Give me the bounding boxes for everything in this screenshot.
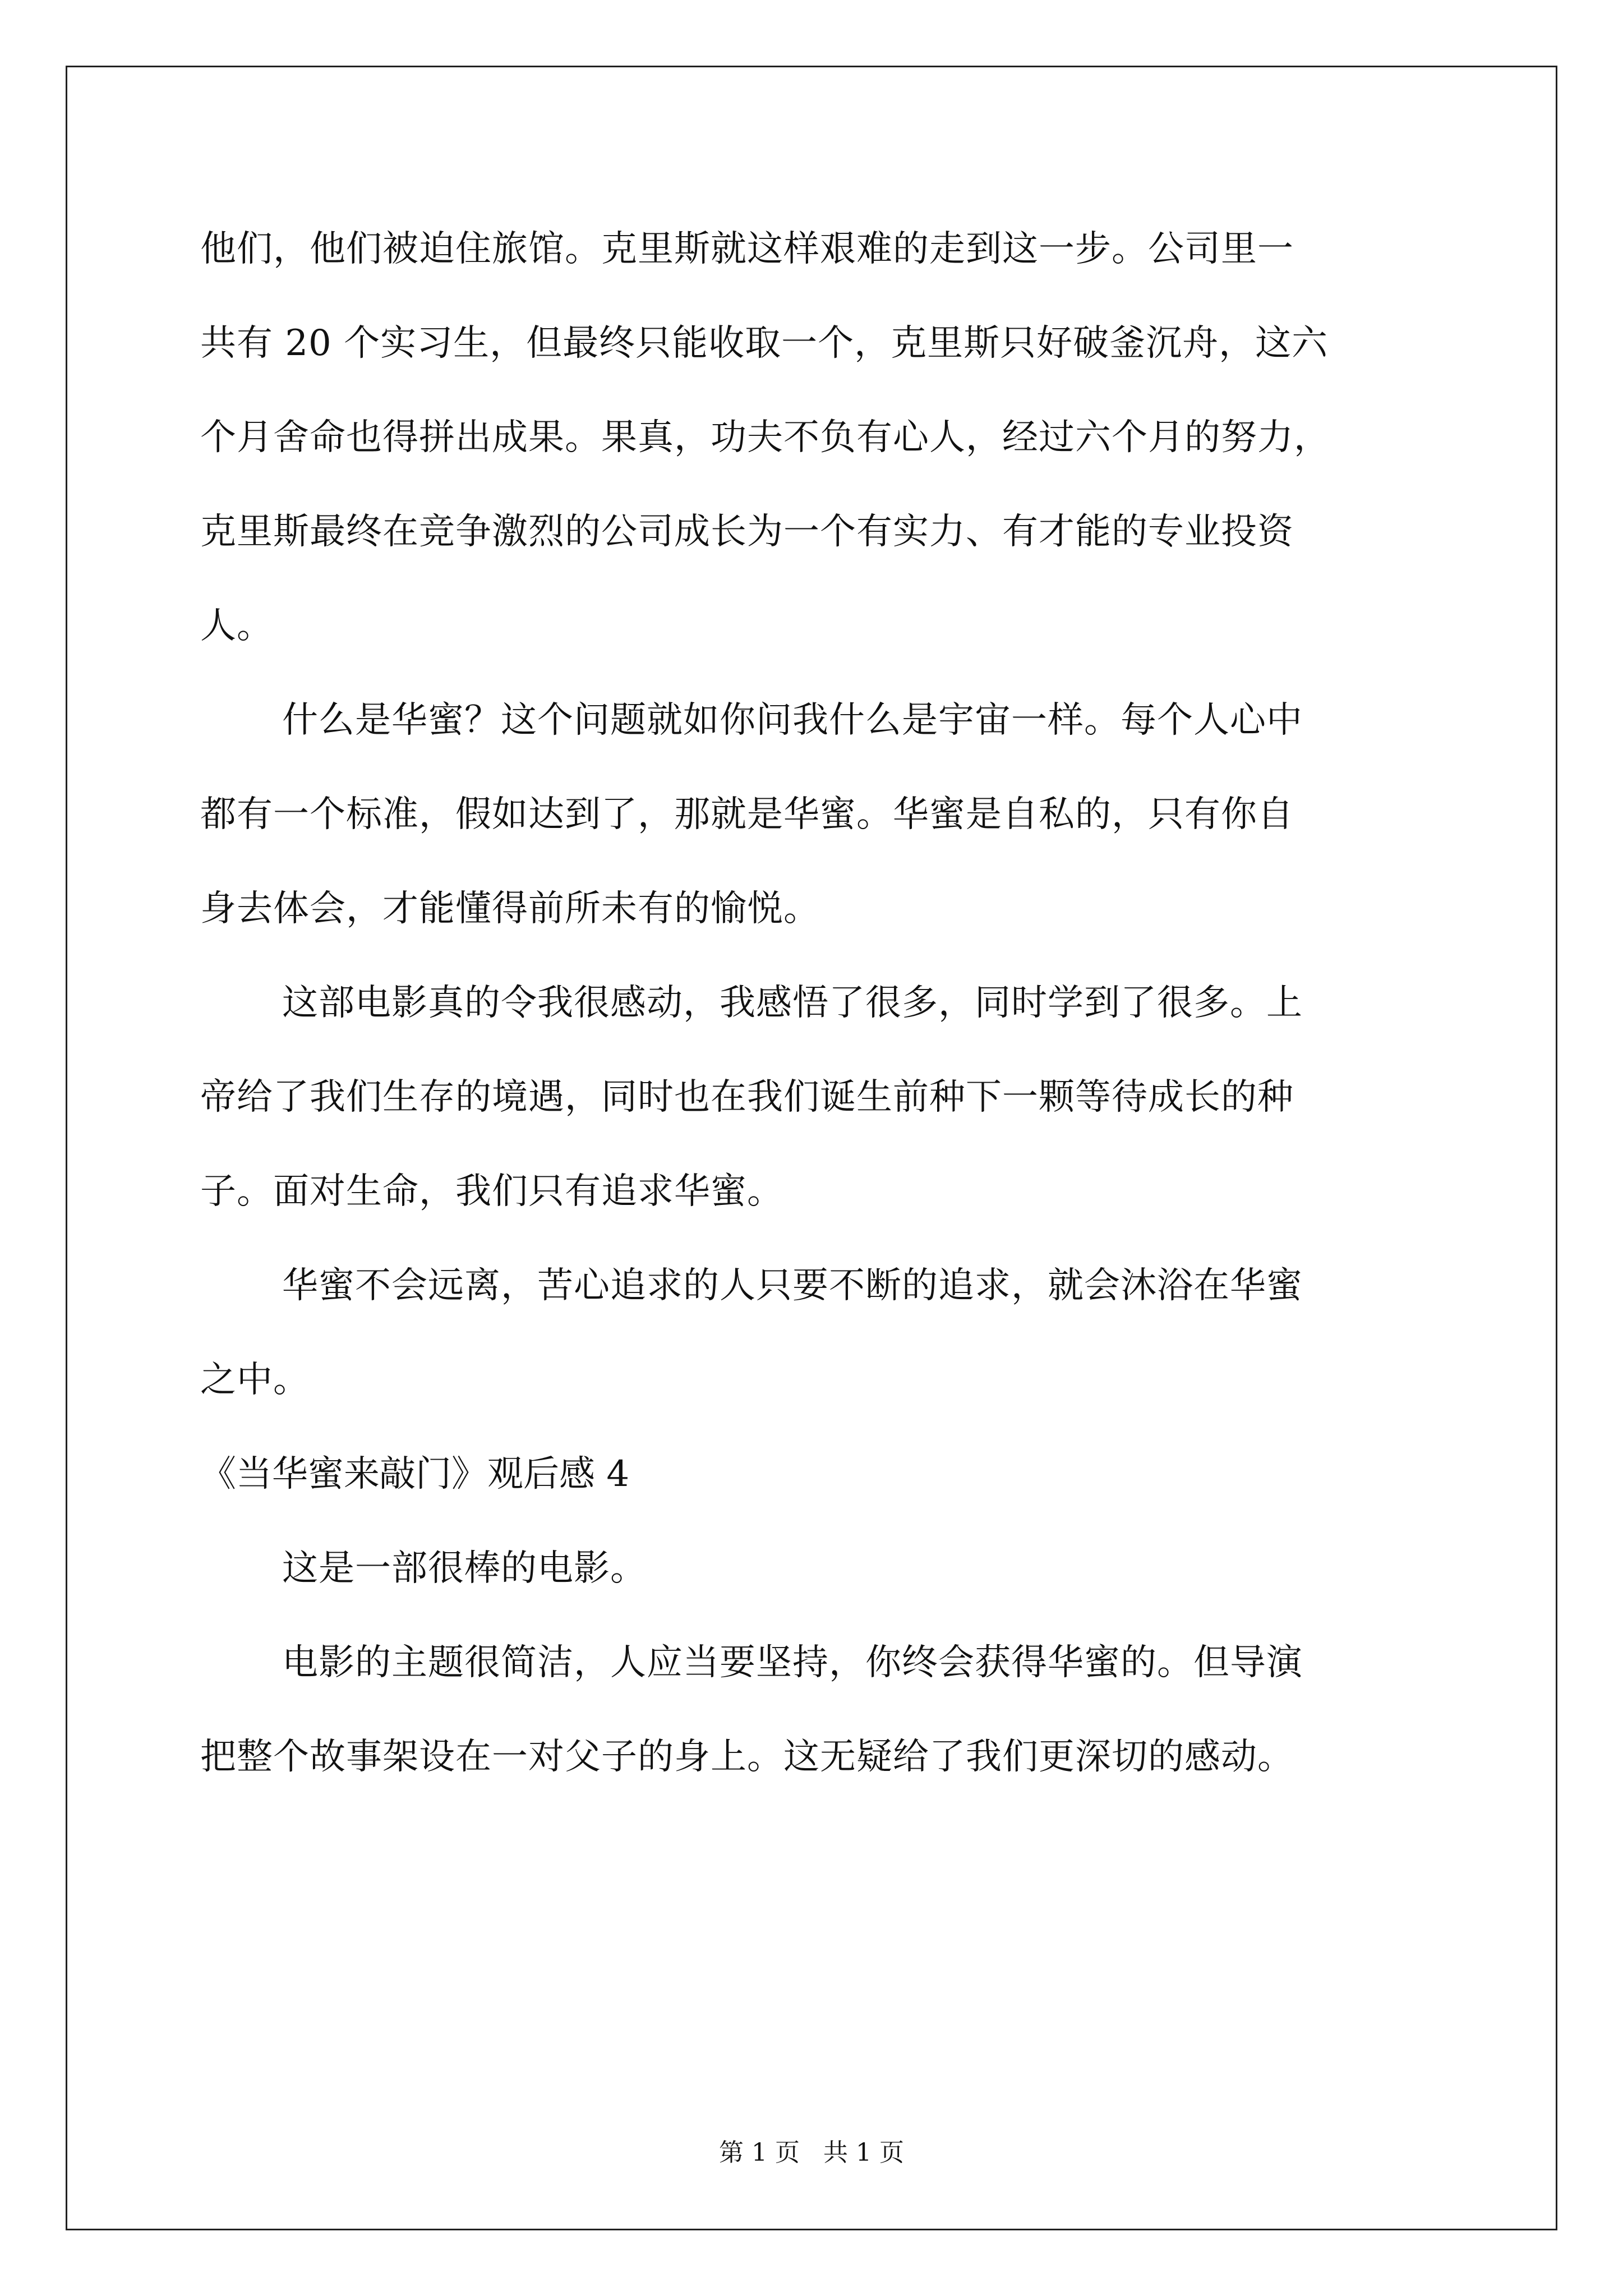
- page-number-footer: 第 1 页 共 1 页: [719, 2138, 904, 2167]
- paragraph-start-line: 这是一部很棒的电影。: [282, 1548, 647, 1589]
- section-heading: 《当华蜜来敲门》观后感 4: [200, 1453, 630, 1495]
- text-line: 帝给了我们生存的境遇，同时也在我们诞生前种下一颗等待成长的种: [200, 1076, 1294, 1118]
- document-body: [200, 202, 1431, 1804]
- paragraph-start-line: 华蜜不会远离，苦心追求的人只要不断的追求，就会沐浴在华蜜: [282, 1265, 1303, 1306]
- text-line: 把整个故事架设在一对父子的身上。这无疑给了我们更深切的感动。: [200, 1736, 1294, 1778]
- paragraph-start-line: 电影的主题很简洁，人应当要坚持，你终会获得华蜜的。但导演: [282, 1642, 1303, 1683]
- text-line: 他们，他们被迫住旅馆。克里斯就这样艰难的走到这一步。公司里一: [200, 228, 1294, 270]
- text-line: 身去体会，才能懂得前所未有的愉悦。: [200, 888, 820, 930]
- text-line: 之中。: [200, 1359, 310, 1401]
- text-line: 都有一个标准，假如达到了，那就是华蜜。华蜜是自私的，只有你自: [200, 794, 1294, 835]
- paragraph-start-line: 什么是华蜜？这个问题就如你问我什么是宇宙一样。每个人心中: [282, 700, 1303, 741]
- text-line: 共有 20 个实习生，但最终只能收取一个，克里斯只好破釜沉舟，这六: [200, 323, 1329, 364]
- text-line: 人。: [200, 605, 273, 647]
- text-line: 子。面对生命，我们只有追求华蜜。: [200, 1171, 783, 1212]
- paragraph-start-line: 这部电影真的令我很感动，我感悟了很多，同时学到了很多。上: [282, 982, 1303, 1024]
- text-line: 个月舍命也得拼出成果。果真，功夫不负有心人，经过六个月的努力，: [200, 417, 1330, 458]
- text-line: 克里斯最终在竞争激烈的公司成长为一个有实力、有才能的专业投资: [200, 511, 1294, 553]
